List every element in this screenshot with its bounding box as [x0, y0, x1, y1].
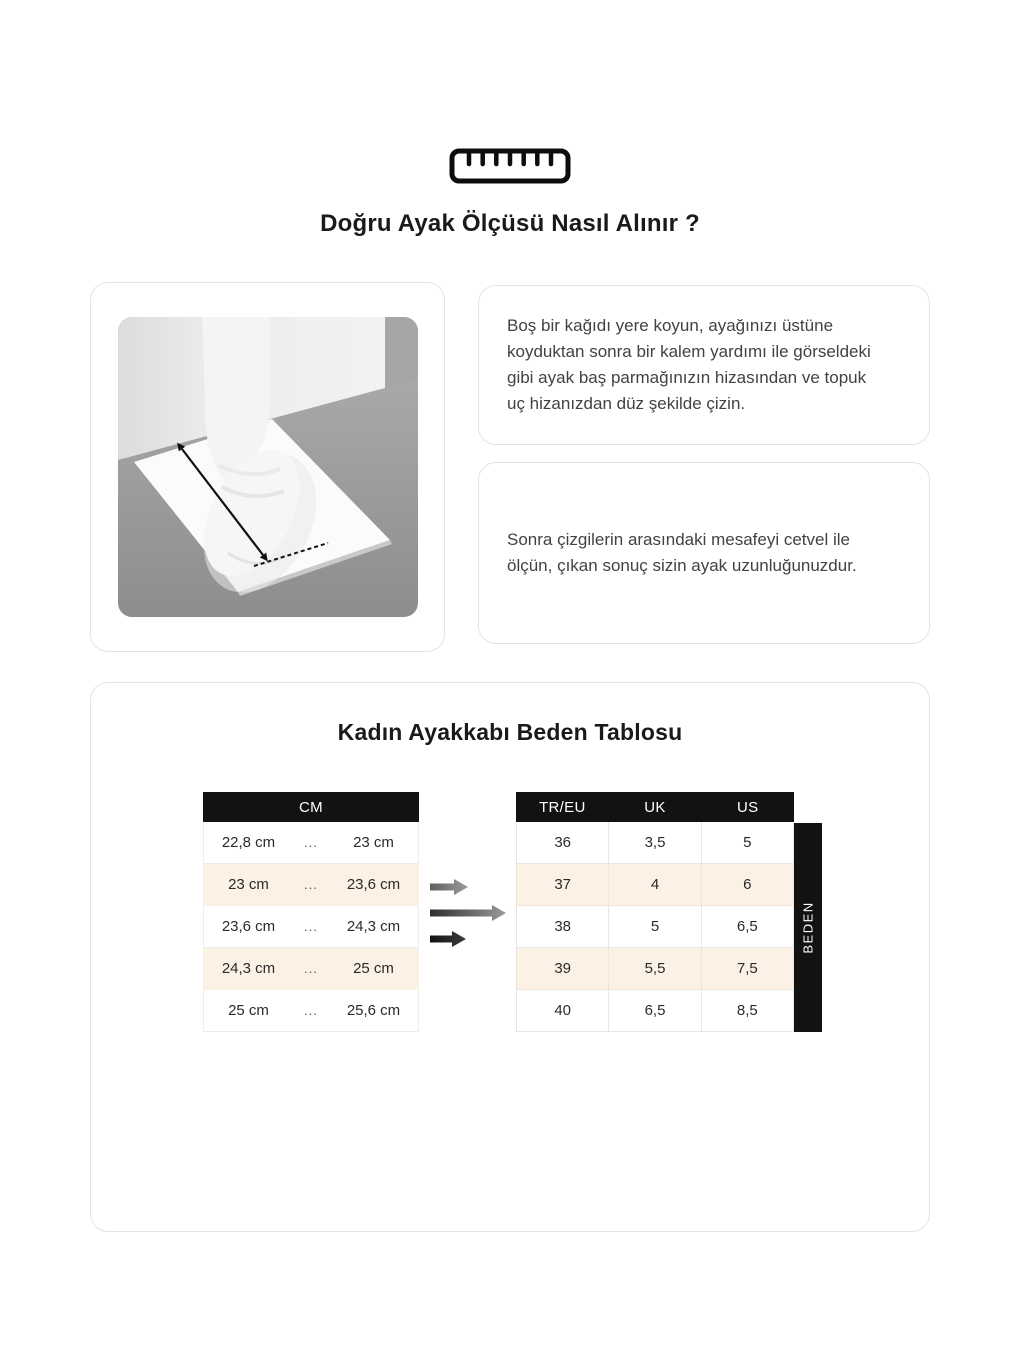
howto-section — [0, 282, 1020, 652]
mapping-arrows-icon — [419, 792, 516, 951]
foot-photo-card — [90, 282, 445, 652]
column-header: UK — [644, 798, 666, 816]
beden-side-label: BEDEN — [800, 901, 816, 954]
table-cell: 22,8 cm — [221, 834, 276, 851]
table-row — [516, 822, 794, 864]
table-cell: 6,5 — [702, 906, 794, 948]
range-dots: ... — [304, 961, 318, 976]
instruction-step-2-text: Sonra çizgilerin arasındaki mesafeyi cetvel ile ölçün, çıkan sonuç sizin ayak uzunluğunuzdur. — [507, 530, 857, 575]
table-cell: 25 cm — [353, 960, 394, 977]
table-cell: 23,6 cm — [346, 876, 401, 893]
wall-corner — [385, 317, 418, 388]
range-dots: ... — [304, 1003, 318, 1018]
table-row — [516, 948, 794, 990]
table-cell: 6 — [702, 864, 794, 906]
size-table-header-row — [516, 792, 794, 822]
column-header: TR/EU — [539, 798, 586, 816]
table-cell: 24,3 cm — [221, 960, 276, 977]
beden-side-bar — [794, 823, 822, 1032]
cm-table-header: CM — [203, 792, 419, 822]
foot-measurement-photo — [118, 317, 418, 617]
size-conversion-table — [516, 792, 794, 1032]
page-title: Doğru Ayak Ölçüsü Nasıl Alınır ? — [320, 210, 700, 237]
table-cell: 36 — [517, 822, 609, 864]
table-cell: 40 — [517, 990, 609, 1032]
range-dots: ... — [304, 835, 318, 850]
ruler-icon — [0, 148, 1020, 184]
conversion-table-group — [516, 792, 822, 1032]
instruction-step-2 — [478, 462, 930, 644]
table-cell: 7,5 — [702, 948, 794, 990]
table-cell: 5 — [609, 906, 701, 948]
table-cell: 4 — [609, 864, 701, 906]
table-cell: 38 — [517, 906, 609, 948]
table-cell: 37 — [517, 864, 609, 906]
table-cell: 23,6 cm — [221, 918, 276, 935]
table-cell: 5,5 — [609, 948, 701, 990]
table-cell: 25 cm — [228, 1002, 269, 1019]
table-cell: 23 cm — [353, 834, 394, 851]
table-cell: 5 — [702, 822, 794, 864]
table-row — [203, 864, 419, 906]
range-dots: ... — [304, 877, 318, 892]
instruction-step-1-text: Boş bir kağıdı yere koyun, ayağınızı üstüne koyduktan sonra bir kalem yardımı ile görseldeki gibi ayak baş parmağınızın hizasından ve topuk uç hizanızdan düz şekilde çizin. — [507, 316, 871, 413]
table-cell: 24,3 cm — [346, 918, 401, 935]
table-cell: 6,5 — [609, 990, 701, 1032]
range-dots: ... — [304, 919, 318, 934]
table-cell: 23 cm — [228, 876, 269, 893]
table-cell: 25,6 cm — [346, 1002, 401, 1019]
table-row — [203, 906, 419, 948]
table-row — [203, 990, 419, 1032]
table-cell: 8,5 — [702, 990, 794, 1032]
column-header: US — [736, 798, 759, 816]
table-row — [516, 864, 794, 906]
table-cell: 3,5 — [609, 822, 701, 864]
instructions-column — [478, 285, 930, 644]
table-row — [516, 990, 794, 1032]
page-header — [0, 0, 1020, 238]
table-row — [203, 948, 419, 990]
table-cell: 39 — [517, 948, 609, 990]
table-row — [516, 906, 794, 948]
instruction-step-1 — [478, 285, 930, 445]
table-row — [203, 822, 419, 864]
cm-table — [203, 792, 419, 1032]
size-table-title: Kadın Ayakkabı Beden Tablosu — [337, 719, 683, 745]
size-table-card — [90, 682, 930, 1232]
size-tables-row — [91, 792, 929, 1032]
